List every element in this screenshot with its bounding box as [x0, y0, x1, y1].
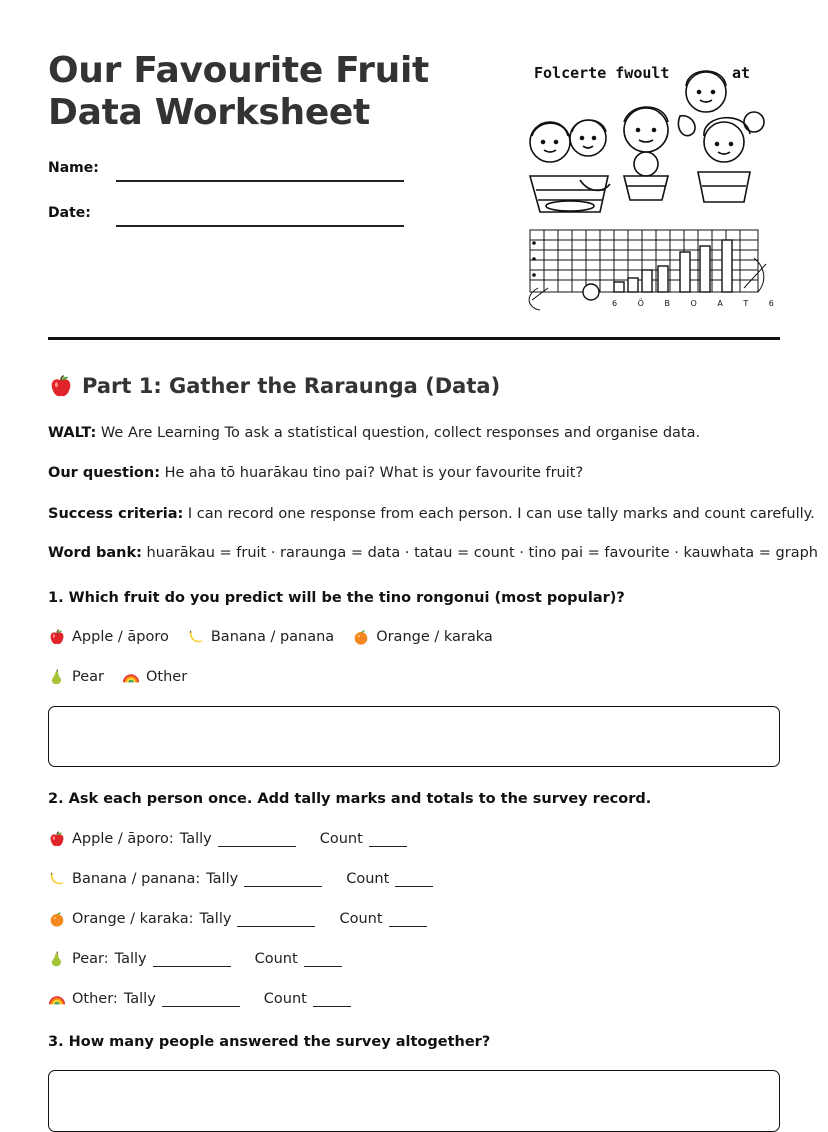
success-criteria-line: Success criteria: I can record one response from each person. I can use tally marks and count carefully.	[48, 506, 815, 522]
pear-icon	[48, 950, 66, 968]
orange-icon	[352, 628, 370, 646]
walt-line: WALT: We Are Learning To ask a statistical question, collect responses and organise data.	[48, 425, 701, 441]
count-label: Count	[339, 911, 383, 927]
page-title: Our Favourite Fruit Data Worksheet	[48, 50, 429, 133]
apple-icon	[48, 628, 66, 646]
illustration-caption-tail: at	[732, 64, 751, 82]
count-label: Count	[263, 991, 307, 1007]
sample-bar-graph	[529, 230, 766, 310]
prediction-options-row-1	[48, 628, 493, 646]
apple-icon	[48, 830, 66, 848]
banana-icon	[48, 870, 66, 888]
tally-label: Tally	[179, 831, 212, 847]
option-pear[interactable]: Pear	[48, 668, 104, 686]
rainbow-icon	[122, 668, 140, 686]
tally-label: Tally	[114, 951, 147, 967]
total-answer-box[interactable]	[48, 1070, 780, 1132]
count-blank[interactable]	[369, 832, 407, 847]
fruit-kids-illustration	[518, 52, 774, 322]
option-other[interactable]: Other	[122, 668, 187, 686]
illustration-caption: Folcerte fwoult	[534, 64, 670, 82]
tally-blank[interactable]	[162, 992, 240, 1007]
count-label: Count	[254, 951, 298, 967]
tally-row-label: Apple / āporo:	[72, 831, 174, 847]
tally-row-other	[48, 990, 351, 1008]
tally-row-pear	[48, 950, 342, 968]
rainbow-icon	[48, 990, 66, 1008]
question-1: 1. Which fruit do you predict will be the tino rongonui (most popular)?	[48, 590, 625, 606]
date-label: Date:	[48, 205, 91, 221]
option-orange[interactable]: Orange / karaka	[352, 628, 493, 646]
tally-row-apple	[48, 830, 407, 848]
count-blank[interactable]	[389, 912, 427, 927]
graph-axis-letters: 6 Ö B O A T 6	[612, 299, 774, 308]
section-divider	[48, 337, 780, 340]
apple-icon	[48, 373, 74, 399]
name-label: Name:	[48, 160, 99, 176]
question-line: Our question: He aha tō huarākau tino pai? What is your favourite fruit?	[48, 465, 584, 481]
banana-icon	[187, 628, 205, 646]
count-blank[interactable]	[313, 992, 351, 1007]
name-field[interactable]	[116, 180, 404, 182]
tally-blank[interactable]	[237, 912, 315, 927]
count-label: Count	[346, 871, 390, 887]
word-bank-line: Word bank: huarākau = fruit · raraunga = data · tatau = count · tino pai = favourite · kauwhata = graph	[48, 545, 818, 561]
tally-row-orange	[48, 910, 427, 928]
tally-blank[interactable]	[244, 872, 322, 887]
question-3: 3. How many people answered the survey altogether?	[48, 1034, 491, 1050]
count-label: Count	[319, 831, 363, 847]
tally-label: Tally	[206, 871, 239, 887]
tally-row-banana	[48, 870, 433, 888]
tally-row-label: Other:	[72, 991, 118, 1007]
count-blank[interactable]	[395, 872, 433, 887]
children-drawing	[530, 71, 764, 212]
tally-row-label: Banana / panana:	[72, 871, 201, 887]
tally-label: Tally	[123, 991, 156, 1007]
pear-icon	[48, 668, 66, 686]
date-field[interactable]	[116, 225, 404, 227]
tally-row-label: Orange / karaka:	[72, 911, 194, 927]
count-blank[interactable]	[304, 952, 342, 967]
option-apple[interactable]: Apple / āporo	[48, 628, 169, 646]
tally-blank[interactable]	[218, 832, 296, 847]
orange-icon	[48, 910, 66, 928]
tally-blank[interactable]	[153, 952, 231, 967]
prediction-options-row-2	[48, 668, 187, 686]
part1-heading: Part 1: Gather the Raraunga (Data)	[48, 373, 500, 399]
prediction-answer-box[interactable]	[48, 706, 780, 767]
tally-row-label: Pear:	[72, 951, 109, 967]
tally-label: Tally	[199, 911, 232, 927]
option-banana[interactable]: Banana / panana	[187, 628, 334, 646]
question-2: 2. Ask each person once. Add tally marks and totals to the survey record.	[48, 791, 652, 807]
